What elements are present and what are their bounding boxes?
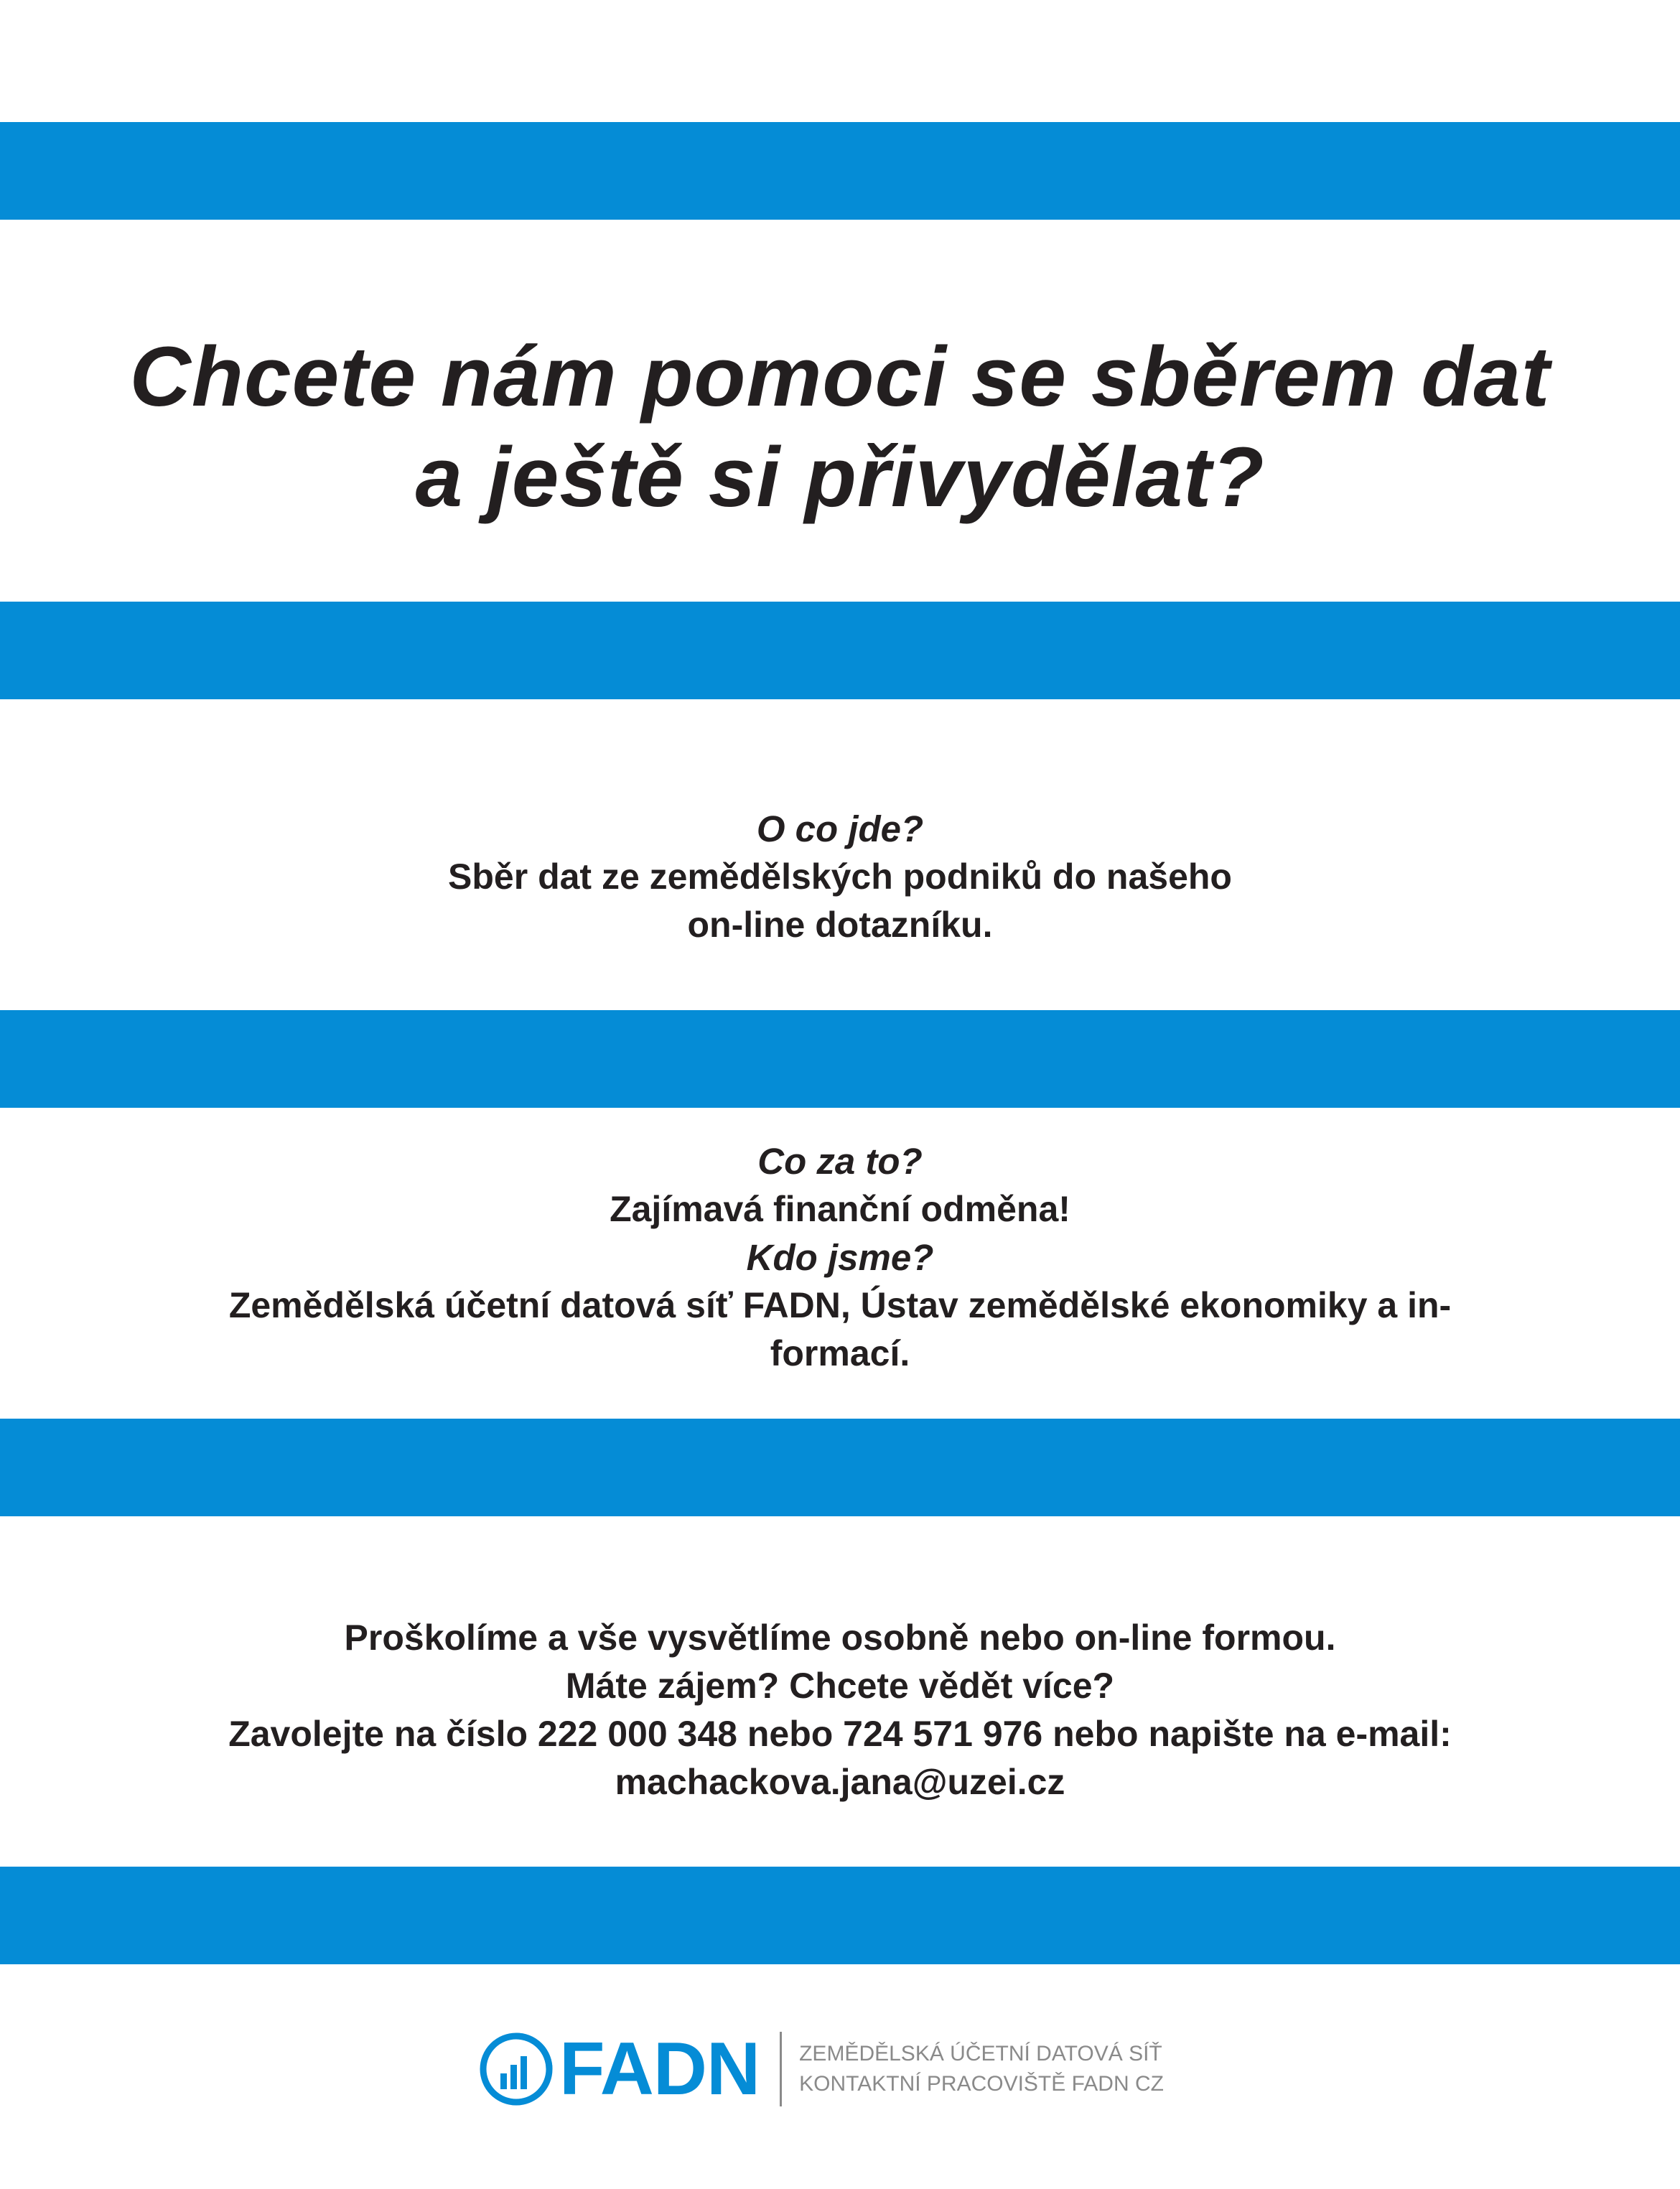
headline-line-1: Chcete nám pomoci se sběrem dat [129,330,1551,424]
blue-band-2 [0,602,1680,699]
blue-band-4 [0,1419,1680,1516]
headline [0,327,1680,528]
who-question: Kdo jsme? [746,1237,934,1278]
logo-wordmark: FADN [559,2027,760,2111]
logo-tagline [799,2039,1164,2099]
logo-tagline-line-1: ZEMĚDĚLSKÁ ÚČETNÍ DATOVÁ SÍŤ [799,2042,1162,2066]
section-reward [0,1137,1680,1378]
about-answer-line-2: on-line dotazníku. [687,905,993,945]
contact-line-1: Proškolíme a vše vysvětlíme osobně nebo on-line formou. [344,1618,1336,1658]
logo-tagline-line-2: KONTAKTNÍ PRACOVIŠTĚ FADN CZ [799,2072,1164,2096]
who-answer-line-1: Zemědělská účetní datová síť FADN, Ústav zemědělské ekonomiky a in- [228,1285,1452,1325]
blue-band-top [0,122,1680,220]
who-answer-line-2: formací. [770,1333,910,1373]
blue-band-bottom [0,1867,1680,1964]
logo-divider [780,2032,782,2106]
about-question: O co jde? [756,808,924,849]
blue-band-3 [0,1010,1680,1108]
headline-line-2: a ještě si přivydělat? [415,430,1265,525]
reward-answer: Zajímavá finanční odměna! [610,1189,1070,1229]
section-about [0,805,1680,949]
contact-line-2: Máte zájem? Chcete vědět více? [565,1666,1115,1706]
bar-chart-circle-icon [477,2030,555,2108]
reward-question: Co za to? [757,1141,923,1182]
about-answer-line-1: Sběr dat ze zemědělských podniků do našeho [448,857,1232,897]
contact-line-3: Zavolejte na číslo 222 000 348 nebo 724 571 976 nebo napište na e-mail: [228,1714,1452,1754]
section-contact [0,1614,1680,1806]
fadn-logo [0,2026,1680,2112]
contact-email[interactable]: machackova.jana@uzei.cz [615,1762,1065,1802]
